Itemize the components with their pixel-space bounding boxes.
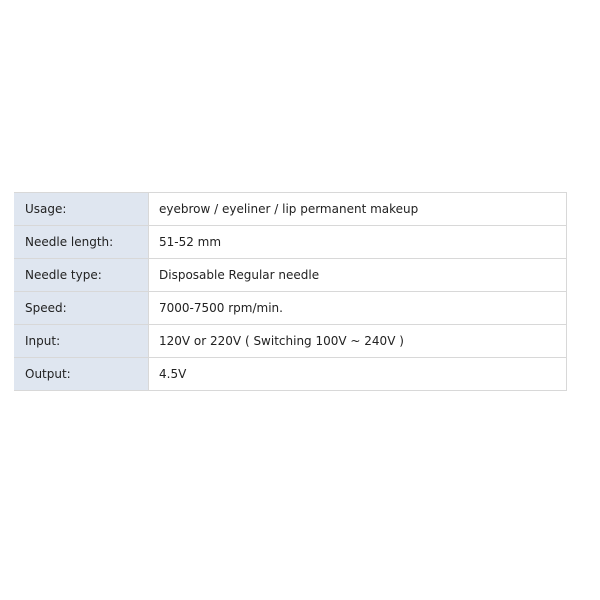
table-row <box>15 358 567 391</box>
table-row <box>15 325 567 358</box>
speed-value: 7000-7500 rpm/min. <box>149 292 567 325</box>
needle-type-value: Disposable Regular needle <box>149 259 567 292</box>
input-label: Input: <box>15 325 149 358</box>
spec-table <box>14 192 567 391</box>
needle-length-value: 51-52 mm <box>149 226 567 259</box>
table-row <box>15 193 567 226</box>
usage-value: eyebrow / eyeliner / lip permanent makeup <box>149 193 567 226</box>
table-row <box>15 259 567 292</box>
usage-label: Usage: <box>15 193 149 226</box>
needle-type-label: Needle type: <box>15 259 149 292</box>
speed-label: Speed: <box>15 292 149 325</box>
needle-length-label: Needle length: <box>15 226 149 259</box>
input-value: 120V or 220V ( Switching 100V ~ 240V ) <box>149 325 567 358</box>
table-row <box>15 226 567 259</box>
output-label: Output: <box>15 358 149 391</box>
table-row <box>15 292 567 325</box>
output-value: 4.5V <box>149 358 567 391</box>
